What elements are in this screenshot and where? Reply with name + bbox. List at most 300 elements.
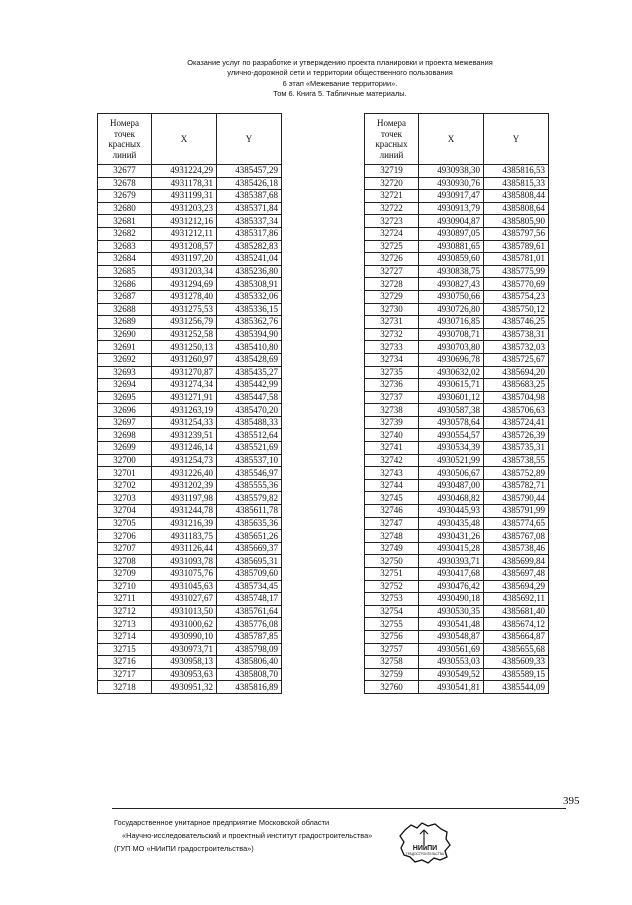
x-coordinate-cell: 4930445,93 — [419, 505, 484, 518]
y-coordinate-cell: 4385512,64 — [217, 429, 282, 442]
footer-line-2: «Научно-исследовательский и проектный институт градостроительства» — [122, 831, 373, 840]
y-coordinate-cell: 4385362,76 — [217, 316, 282, 329]
table-row — [98, 454, 282, 467]
y-coordinate-cell: 4385706,63 — [484, 404, 549, 417]
point-number-cell: 32741 — [365, 442, 419, 455]
y-coordinate-cell: 4385808,64 — [484, 202, 549, 215]
table-header-row — [98, 114, 282, 165]
y-coordinate-cell: 4385750,12 — [484, 303, 549, 316]
point-number-cell: 32731 — [365, 316, 419, 329]
x-coordinate-cell: 4931263,19 — [152, 404, 217, 417]
table-row — [365, 643, 549, 656]
table-row — [98, 177, 282, 190]
y-coordinate-cell: 4385699,84 — [484, 555, 549, 568]
y-coordinate-cell: 4385781,01 — [484, 253, 549, 266]
table-row — [98, 568, 282, 581]
y-coordinate-cell: 4385776,08 — [217, 618, 282, 631]
y-coordinate-cell: 4385692,11 — [484, 593, 549, 606]
table-row — [365, 605, 549, 618]
x-coordinate-cell: 4930951,32 — [152, 681, 217, 694]
point-number-cell: 32710 — [98, 580, 152, 593]
y-coordinate-cell: 4385241,04 — [217, 253, 282, 266]
x-coordinate-cell: 4931294,69 — [152, 278, 217, 291]
x-coordinate-cell: 4930468,82 — [419, 492, 484, 505]
table-row — [365, 505, 549, 518]
y-coordinate-cell: 4385754,23 — [484, 290, 549, 303]
x-coordinate-cell: 4931075,76 — [152, 568, 217, 581]
header-line-2: улично-дорожной сети и территории общественного пользования — [227, 68, 453, 78]
x-coordinate-cell: 4931270,87 — [152, 366, 217, 379]
table-row — [98, 517, 282, 530]
y-coordinate-cell: 4385816,89 — [217, 681, 282, 694]
point-number-cell: 32751 — [365, 568, 419, 581]
table-row — [98, 391, 282, 404]
point-number-cell: 32737 — [365, 391, 419, 404]
x-coordinate-cell: 4931027,67 — [152, 593, 217, 606]
table-row — [98, 253, 282, 266]
point-number-cell: 32756 — [365, 630, 419, 643]
x-coordinate-cell: 4930549,52 — [419, 668, 484, 681]
point-number-cell: 32732 — [365, 328, 419, 341]
point-number-cell: 32758 — [365, 656, 419, 669]
point-number-cell: 32683 — [98, 240, 152, 253]
x-coordinate-cell: 4931260,97 — [152, 353, 217, 366]
y-coordinate-cell: 4385775,99 — [484, 265, 549, 278]
point-number-cell: 32679 — [98, 190, 152, 203]
y-coordinate-cell: 4385635,36 — [217, 517, 282, 530]
x-coordinate-cell: 4931239,51 — [152, 429, 217, 442]
y-coordinate-cell: 4385371,84 — [217, 202, 282, 215]
point-number-cell: 32736 — [365, 379, 419, 392]
table-row — [98, 479, 282, 492]
table-row — [98, 681, 282, 694]
point-number-cell: 32693 — [98, 366, 152, 379]
point-number-cell: 32725 — [365, 240, 419, 253]
y-coordinate-cell: 4385317,86 — [217, 227, 282, 240]
y-coordinate-cell: 4385694,29 — [484, 580, 549, 593]
y-coordinate-cell: 4385387,68 — [217, 190, 282, 203]
y-coordinate-cell: 4385683,25 — [484, 379, 549, 392]
table-row — [365, 253, 549, 266]
table-row — [98, 605, 282, 618]
point-number-cell: 32687 — [98, 290, 152, 303]
x-coordinate-cell: 4931244,78 — [152, 505, 217, 518]
table-row — [98, 442, 282, 455]
point-number-cell: 32719 — [365, 165, 419, 178]
x-coordinate-cell: 4930904,87 — [419, 215, 484, 228]
x-coordinate-cell: 4930973,71 — [152, 643, 217, 656]
x-coordinate-cell: 4930541,48 — [419, 618, 484, 631]
y-coordinate-cell: 4385669,37 — [217, 542, 282, 555]
y-coordinate-cell: 4385738,46 — [484, 542, 549, 555]
table-row — [365, 404, 549, 417]
y-coordinate-cell: 4385798,09 — [217, 643, 282, 656]
point-number-cell: 32689 — [98, 316, 152, 329]
x-coordinate-cell: 4930615,71 — [419, 379, 484, 392]
x-coordinate-cell: 4930953,63 — [152, 668, 217, 681]
point-number-cell: 32711 — [98, 593, 152, 606]
y-coordinate-cell: 4385435,27 — [217, 366, 282, 379]
column-header-y: Y — [217, 114, 282, 165]
y-coordinate-cell: 4385394,90 — [217, 328, 282, 341]
point-number-cell: 32744 — [365, 479, 419, 492]
x-coordinate-cell: 4930415,28 — [419, 542, 484, 555]
y-coordinate-cell: 4385738,55 — [484, 454, 549, 467]
table-row — [365, 379, 549, 392]
table-row — [365, 593, 549, 606]
point-number-cell: 32704 — [98, 505, 152, 518]
point-number-cell: 32743 — [365, 467, 419, 480]
table-row — [98, 366, 282, 379]
y-coordinate-cell: 4385816,53 — [484, 165, 549, 178]
point-number-cell: 32691 — [98, 341, 152, 354]
x-coordinate-cell: 4931202,39 — [152, 479, 217, 492]
x-coordinate-cell: 4930938,30 — [419, 165, 484, 178]
table-row — [98, 492, 282, 505]
table-row — [365, 442, 549, 455]
table-row — [365, 265, 549, 278]
point-number-cell: 32749 — [365, 542, 419, 555]
x-coordinate-cell: 4931045,63 — [152, 580, 217, 593]
point-number-cell: 32706 — [98, 530, 152, 543]
table-row — [365, 454, 549, 467]
y-coordinate-cell: 4385726,39 — [484, 429, 549, 442]
x-coordinate-cell: 4931274,34 — [152, 379, 217, 392]
point-number-cell: 32759 — [365, 668, 419, 681]
table-row — [98, 668, 282, 681]
table-row — [98, 429, 282, 442]
y-coordinate-cell: 4385734,45 — [217, 580, 282, 593]
point-number-cell: 32716 — [98, 656, 152, 669]
y-coordinate-cell: 4385738,31 — [484, 328, 549, 341]
x-coordinate-cell: 4930490,18 — [419, 593, 484, 606]
table-row — [98, 467, 282, 480]
x-coordinate-cell: 4931250,13 — [152, 341, 217, 354]
x-coordinate-cell: 4931000,62 — [152, 618, 217, 631]
x-coordinate-cell: 4931212,16 — [152, 215, 217, 228]
y-coordinate-cell: 4385748,17 — [217, 593, 282, 606]
y-coordinate-cell: 4385410,80 — [217, 341, 282, 354]
table-row — [365, 580, 549, 593]
point-number-cell: 32697 — [98, 416, 152, 429]
table-row — [98, 630, 282, 643]
x-coordinate-cell: 4930393,71 — [419, 555, 484, 568]
y-coordinate-cell: 4385806,40 — [217, 656, 282, 669]
point-number-cell: 32682 — [98, 227, 152, 240]
x-coordinate-cell: 4930708,71 — [419, 328, 484, 341]
table-row — [98, 530, 282, 543]
x-coordinate-cell: 4931203,23 — [152, 202, 217, 215]
table-row — [365, 328, 549, 341]
x-coordinate-cell: 4930827,43 — [419, 278, 484, 291]
y-coordinate-cell: 4385770,69 — [484, 278, 549, 291]
x-coordinate-cell: 4931278,40 — [152, 290, 217, 303]
y-coordinate-cell: 4385546,97 — [217, 467, 282, 480]
y-coordinate-cell: 4385752,89 — [484, 467, 549, 480]
y-coordinate-cell: 4385791,99 — [484, 505, 549, 518]
x-coordinate-cell: 4930561,69 — [419, 643, 484, 656]
table-row — [365, 681, 549, 694]
point-number-cell: 32677 — [98, 165, 152, 178]
y-coordinate-cell: 4385426,18 — [217, 177, 282, 190]
y-coordinate-cell: 4385537,10 — [217, 454, 282, 467]
point-number-cell: 32720 — [365, 177, 419, 190]
point-number-cell: 32707 — [98, 542, 152, 555]
point-number-cell: 32745 — [365, 492, 419, 505]
point-number-cell: 32700 — [98, 454, 152, 467]
x-coordinate-cell: 4930703,80 — [419, 341, 484, 354]
table-row — [98, 278, 282, 291]
document-header — [120, 58, 560, 100]
point-number-cell: 32712 — [98, 605, 152, 618]
y-coordinate-cell: 4385681,40 — [484, 605, 549, 618]
table-row — [365, 618, 549, 631]
x-coordinate-cell: 4931197,20 — [152, 253, 217, 266]
x-coordinate-cell: 4931224,29 — [152, 165, 217, 178]
y-coordinate-cell: 4385308,91 — [217, 278, 282, 291]
point-number-cell: 32715 — [98, 643, 152, 656]
point-number-cell: 32721 — [365, 190, 419, 203]
y-coordinate-cell: 4385428,69 — [217, 353, 282, 366]
footer-line-3: (ГУП МО «НИиПИ градостроительства») — [114, 844, 254, 853]
point-number-cell: 32748 — [365, 530, 419, 543]
x-coordinate-cell: 4930930,76 — [419, 177, 484, 190]
point-number-cell: 32755 — [365, 618, 419, 631]
table-row — [98, 542, 282, 555]
table-row — [98, 379, 282, 392]
y-coordinate-cell: 4385735,31 — [484, 442, 549, 455]
y-coordinate-cell: 4385774,65 — [484, 517, 549, 530]
point-number-cell: 32733 — [365, 341, 419, 354]
x-coordinate-cell: 4930632,02 — [419, 366, 484, 379]
x-coordinate-cell: 4930435,48 — [419, 517, 484, 530]
x-coordinate-cell: 4930521,99 — [419, 454, 484, 467]
table-row — [365, 416, 549, 429]
x-coordinate-cell: 4930990,10 — [152, 630, 217, 643]
y-coordinate-cell: 4385767,08 — [484, 530, 549, 543]
x-coordinate-cell: 4931183,75 — [152, 530, 217, 543]
y-coordinate-cell: 4385797,56 — [484, 227, 549, 240]
point-number-cell: 32688 — [98, 303, 152, 316]
y-coordinate-cell: 4385697,48 — [484, 568, 549, 581]
table-row — [98, 555, 282, 568]
point-number-cell: 32718 — [98, 681, 152, 694]
table-row — [98, 404, 282, 417]
y-coordinate-cell: 4385732,03 — [484, 341, 549, 354]
point-number-cell: 32680 — [98, 202, 152, 215]
point-number-cell: 32753 — [365, 593, 419, 606]
y-coordinate-cell: 4385488,33 — [217, 416, 282, 429]
x-coordinate-cell: 4930476,42 — [419, 580, 484, 593]
x-coordinate-cell: 4930541,81 — [419, 681, 484, 694]
point-number-cell: 32734 — [365, 353, 419, 366]
table-row — [98, 240, 282, 253]
y-coordinate-cell: 4385761,64 — [217, 605, 282, 618]
y-coordinate-cell: 4385457,29 — [217, 165, 282, 178]
y-coordinate-cell: 4385579,82 — [217, 492, 282, 505]
table-row — [365, 479, 549, 492]
point-number-cell: 32738 — [365, 404, 419, 417]
y-coordinate-cell: 4385609,33 — [484, 656, 549, 669]
header-line-4: Том 6. Книга 5. Табличные материалы. — [273, 89, 407, 99]
point-number-cell: 32681 — [98, 215, 152, 228]
table-row — [98, 202, 282, 215]
x-coordinate-cell: 4931013,50 — [152, 605, 217, 618]
y-coordinate-cell: 4385808,70 — [217, 668, 282, 681]
table-row — [98, 165, 282, 178]
table-row — [365, 165, 549, 178]
header-line-3: 6 этап «Межевание территории». — [282, 78, 398, 88]
x-coordinate-cell: 4931275,53 — [152, 303, 217, 316]
point-number-cell: 32754 — [365, 605, 419, 618]
point-number-cell: 32686 — [98, 278, 152, 291]
y-coordinate-cell: 4385674,12 — [484, 618, 549, 631]
table-row — [365, 630, 549, 643]
point-number-cell: 32724 — [365, 227, 419, 240]
x-coordinate-cell: 4930958,13 — [152, 656, 217, 669]
x-coordinate-cell: 4930431,26 — [419, 530, 484, 543]
point-number-cell: 32735 — [365, 366, 419, 379]
y-coordinate-cell: 4385694,20 — [484, 366, 549, 379]
x-coordinate-cell: 4930859,60 — [419, 253, 484, 266]
x-coordinate-cell: 4930548,87 — [419, 630, 484, 643]
logo-text-sub: ГРАДОСТРОИТЕЛЬСТВА — [406, 852, 444, 856]
point-number-cell: 32747 — [365, 517, 419, 530]
point-number-cell: 32698 — [98, 429, 152, 442]
x-coordinate-cell: 4931212,11 — [152, 227, 217, 240]
x-coordinate-cell: 4931254,73 — [152, 454, 217, 467]
y-coordinate-cell: 4385442,99 — [217, 379, 282, 392]
table-row — [98, 505, 282, 518]
point-number-cell: 32713 — [98, 618, 152, 631]
point-number-cell: 32752 — [365, 580, 419, 593]
region-map-logo-icon — [397, 820, 453, 866]
point-number-cell: 32739 — [365, 416, 419, 429]
y-coordinate-cell: 4385815,33 — [484, 177, 549, 190]
point-number-cell: 32729 — [365, 290, 419, 303]
x-coordinate-cell: 4930881,65 — [419, 240, 484, 253]
y-coordinate-cell: 4385589,15 — [484, 668, 549, 681]
point-number-cell: 32723 — [365, 215, 419, 228]
x-coordinate-cell: 4930553,03 — [419, 656, 484, 669]
x-coordinate-cell: 4931252,58 — [152, 328, 217, 341]
x-coordinate-cell: 4931093,78 — [152, 555, 217, 568]
y-coordinate-cell: 4385655,68 — [484, 643, 549, 656]
table-row — [98, 290, 282, 303]
x-coordinate-cell: 4931208,57 — [152, 240, 217, 253]
footer-line-1: Государственное унитарное предприятие Московской области — [114, 818, 330, 827]
table-row — [98, 341, 282, 354]
y-coordinate-cell: 4385805,90 — [484, 215, 549, 228]
point-number-cell: 32699 — [98, 442, 152, 455]
table-row — [365, 429, 549, 442]
x-coordinate-cell: 4930530,35 — [419, 605, 484, 618]
coordinates-table-right — [364, 113, 549, 694]
y-coordinate-cell: 4385709,60 — [217, 568, 282, 581]
x-coordinate-cell: 4931178,31 — [152, 177, 217, 190]
y-coordinate-cell: 4385724,41 — [484, 416, 549, 429]
y-coordinate-cell: 4385332,06 — [217, 290, 282, 303]
point-number-cell: 32728 — [365, 278, 419, 291]
table-header-row — [365, 114, 549, 165]
coordinates-table-left — [97, 113, 282, 694]
point-number-cell: 32702 — [98, 479, 152, 492]
table-row — [365, 391, 549, 404]
y-coordinate-cell: 4385337,34 — [217, 215, 282, 228]
x-coordinate-cell: 4931197,98 — [152, 492, 217, 505]
table-row — [98, 227, 282, 240]
point-number-cell: 32703 — [98, 492, 152, 505]
x-coordinate-cell: 4930917,47 — [419, 190, 484, 203]
x-coordinate-cell: 4930601,12 — [419, 391, 484, 404]
table-row — [365, 227, 549, 240]
table-row — [98, 416, 282, 429]
point-number-cell: 32708 — [98, 555, 152, 568]
point-number-cell: 32714 — [98, 630, 152, 643]
x-coordinate-cell: 4931256,79 — [152, 316, 217, 329]
x-coordinate-cell: 4930726,80 — [419, 303, 484, 316]
point-number-cell: 32695 — [98, 391, 152, 404]
column-header-x: X — [152, 114, 217, 165]
x-coordinate-cell: 4931246,14 — [152, 442, 217, 455]
x-coordinate-cell: 4930506,67 — [419, 467, 484, 480]
x-coordinate-cell: 4930750,66 — [419, 290, 484, 303]
point-number-cell: 32678 — [98, 177, 152, 190]
point-number-cell: 32705 — [98, 517, 152, 530]
point-number-cell: 32717 — [98, 668, 152, 681]
y-coordinate-cell: 4385470,20 — [217, 404, 282, 417]
y-coordinate-cell: 4385704,98 — [484, 391, 549, 404]
x-coordinate-cell: 4931226,40 — [152, 467, 217, 480]
point-number-cell: 32692 — [98, 353, 152, 366]
point-number-cell: 32757 — [365, 643, 419, 656]
x-coordinate-cell: 4930838,75 — [419, 265, 484, 278]
point-number-cell: 32701 — [98, 467, 152, 480]
point-number-cell: 32696 — [98, 404, 152, 417]
point-number-cell: 32685 — [98, 265, 152, 278]
x-coordinate-cell: 4930534,39 — [419, 442, 484, 455]
x-coordinate-cell: 4930487,00 — [419, 479, 484, 492]
table-row — [365, 303, 549, 316]
x-coordinate-cell: 4930578,64 — [419, 416, 484, 429]
x-coordinate-cell: 4930913,79 — [419, 202, 484, 215]
point-number-cell: 32709 — [98, 568, 152, 581]
x-coordinate-cell: 4931271,91 — [152, 391, 217, 404]
point-number-cell: 32730 — [365, 303, 419, 316]
table-row — [98, 643, 282, 656]
point-number-cell: 32684 — [98, 253, 152, 266]
y-coordinate-cell: 4385789,61 — [484, 240, 549, 253]
y-coordinate-cell: 4385746,25 — [484, 316, 549, 329]
table-row — [98, 328, 282, 341]
table-row — [98, 580, 282, 593]
table-row — [365, 568, 549, 581]
table-row — [365, 215, 549, 228]
table-row — [98, 593, 282, 606]
x-coordinate-cell: 4931216,39 — [152, 517, 217, 530]
table-row — [98, 265, 282, 278]
point-number-cell: 32726 — [365, 253, 419, 266]
point-number-cell: 32742 — [365, 454, 419, 467]
x-coordinate-cell: 4930696,78 — [419, 353, 484, 366]
point-number-cell: 32722 — [365, 202, 419, 215]
point-number-cell: 32690 — [98, 328, 152, 341]
logo-text-main: НИиПИ — [412, 845, 438, 852]
table-row — [365, 530, 549, 543]
table-row — [98, 656, 282, 669]
y-coordinate-cell: 4385282,83 — [217, 240, 282, 253]
table-row — [365, 542, 549, 555]
